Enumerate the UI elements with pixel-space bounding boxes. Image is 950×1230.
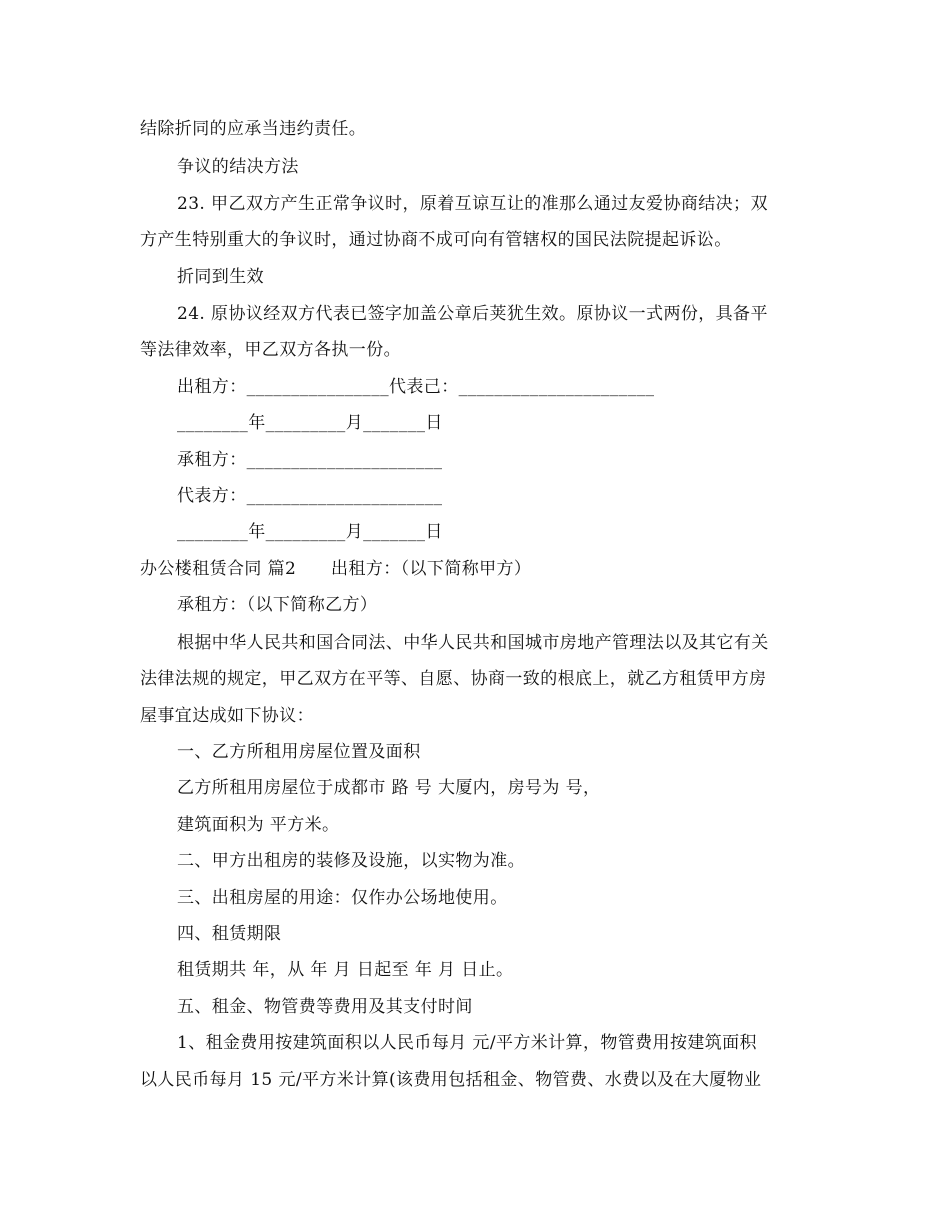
section-heading: 四、租赁期限 — [177, 924, 282, 944]
text-line: 方产生特别重大的争议时，通过协商不成可向有管辖权的国民法院提起诉讼。 — [140, 230, 732, 250]
text-line: 24. 原协议经双方代表已签字加盖公章后荚犹生效。原协议一式两份，具备平 — [177, 304, 768, 324]
text-line: 乙方所租用房屋位于成都市 路 号 大厦内，房号为 号， — [177, 778, 601, 798]
text-line: 租赁期共 年，从 年 月 日起至 年 月 日止。 — [177, 960, 514, 980]
text-line: 三、出租房屋的用途：仅作办公场地使用。 — [177, 888, 508, 908]
section-heading: 争议的结决方法 — [177, 157, 299, 177]
date-line: ________年_________月_______日 — [177, 413, 443, 433]
text-line: 建筑面积为 平方米。 — [177, 815, 340, 835]
section-heading: 五、租金、物管费等费用及其支付时间 — [177, 997, 473, 1017]
text-line: 屋事宜达成如下协议： — [140, 706, 314, 726]
section-heading: 折同到生效 — [177, 267, 264, 287]
text-line: 以人民币每月 15 元/平方米计算(该费用包括租金、物管费、水费以及在大厦物业 — [140, 1070, 762, 1090]
text-line: 二、甲方出租房的装修及设施，以实物为准。 — [177, 851, 525, 871]
text-line: 23. 甲乙双方产生正常争议时，原着互谅互让的准那么通过友爱协商结决；双 — [177, 194, 768, 214]
text-line: 结除折同的应承当违约责任。 — [140, 119, 367, 139]
text-line: 根据中华人民共和国合同法、中华人民共和国城市房地产管理法以及其它有关 — [177, 633, 769, 653]
text-line: 1、租金费用按建筑面积以人民币每月 元/平方米计算，物管费用按建筑面积 — [177, 1033, 757, 1053]
signature-line-lessor: 出租方：________________代表己：______________________ — [177, 377, 655, 397]
text-line: 等法律效率，甲乙双方各执一份。 — [140, 340, 401, 360]
section-heading: 一、乙方所租用房屋位置及面积 — [177, 742, 421, 762]
date-line: ________年_________月_______日 — [177, 522, 443, 542]
signature-line-representative: 代表方：______________________ — [177, 486, 443, 506]
text-line: 承租方：（以下简称乙方） — [177, 595, 378, 615]
contract-title-line: 办公楼租赁合同 篇2 出租方：（以下简称甲方） — [140, 559, 532, 579]
signature-line-lessee: 承租方：______________________ — [177, 450, 443, 470]
text-line: 法律法规的规定，甲乙双方在平等、自愿、协商一致的根底上，就乙方租赁甲方房 — [140, 669, 767, 689]
